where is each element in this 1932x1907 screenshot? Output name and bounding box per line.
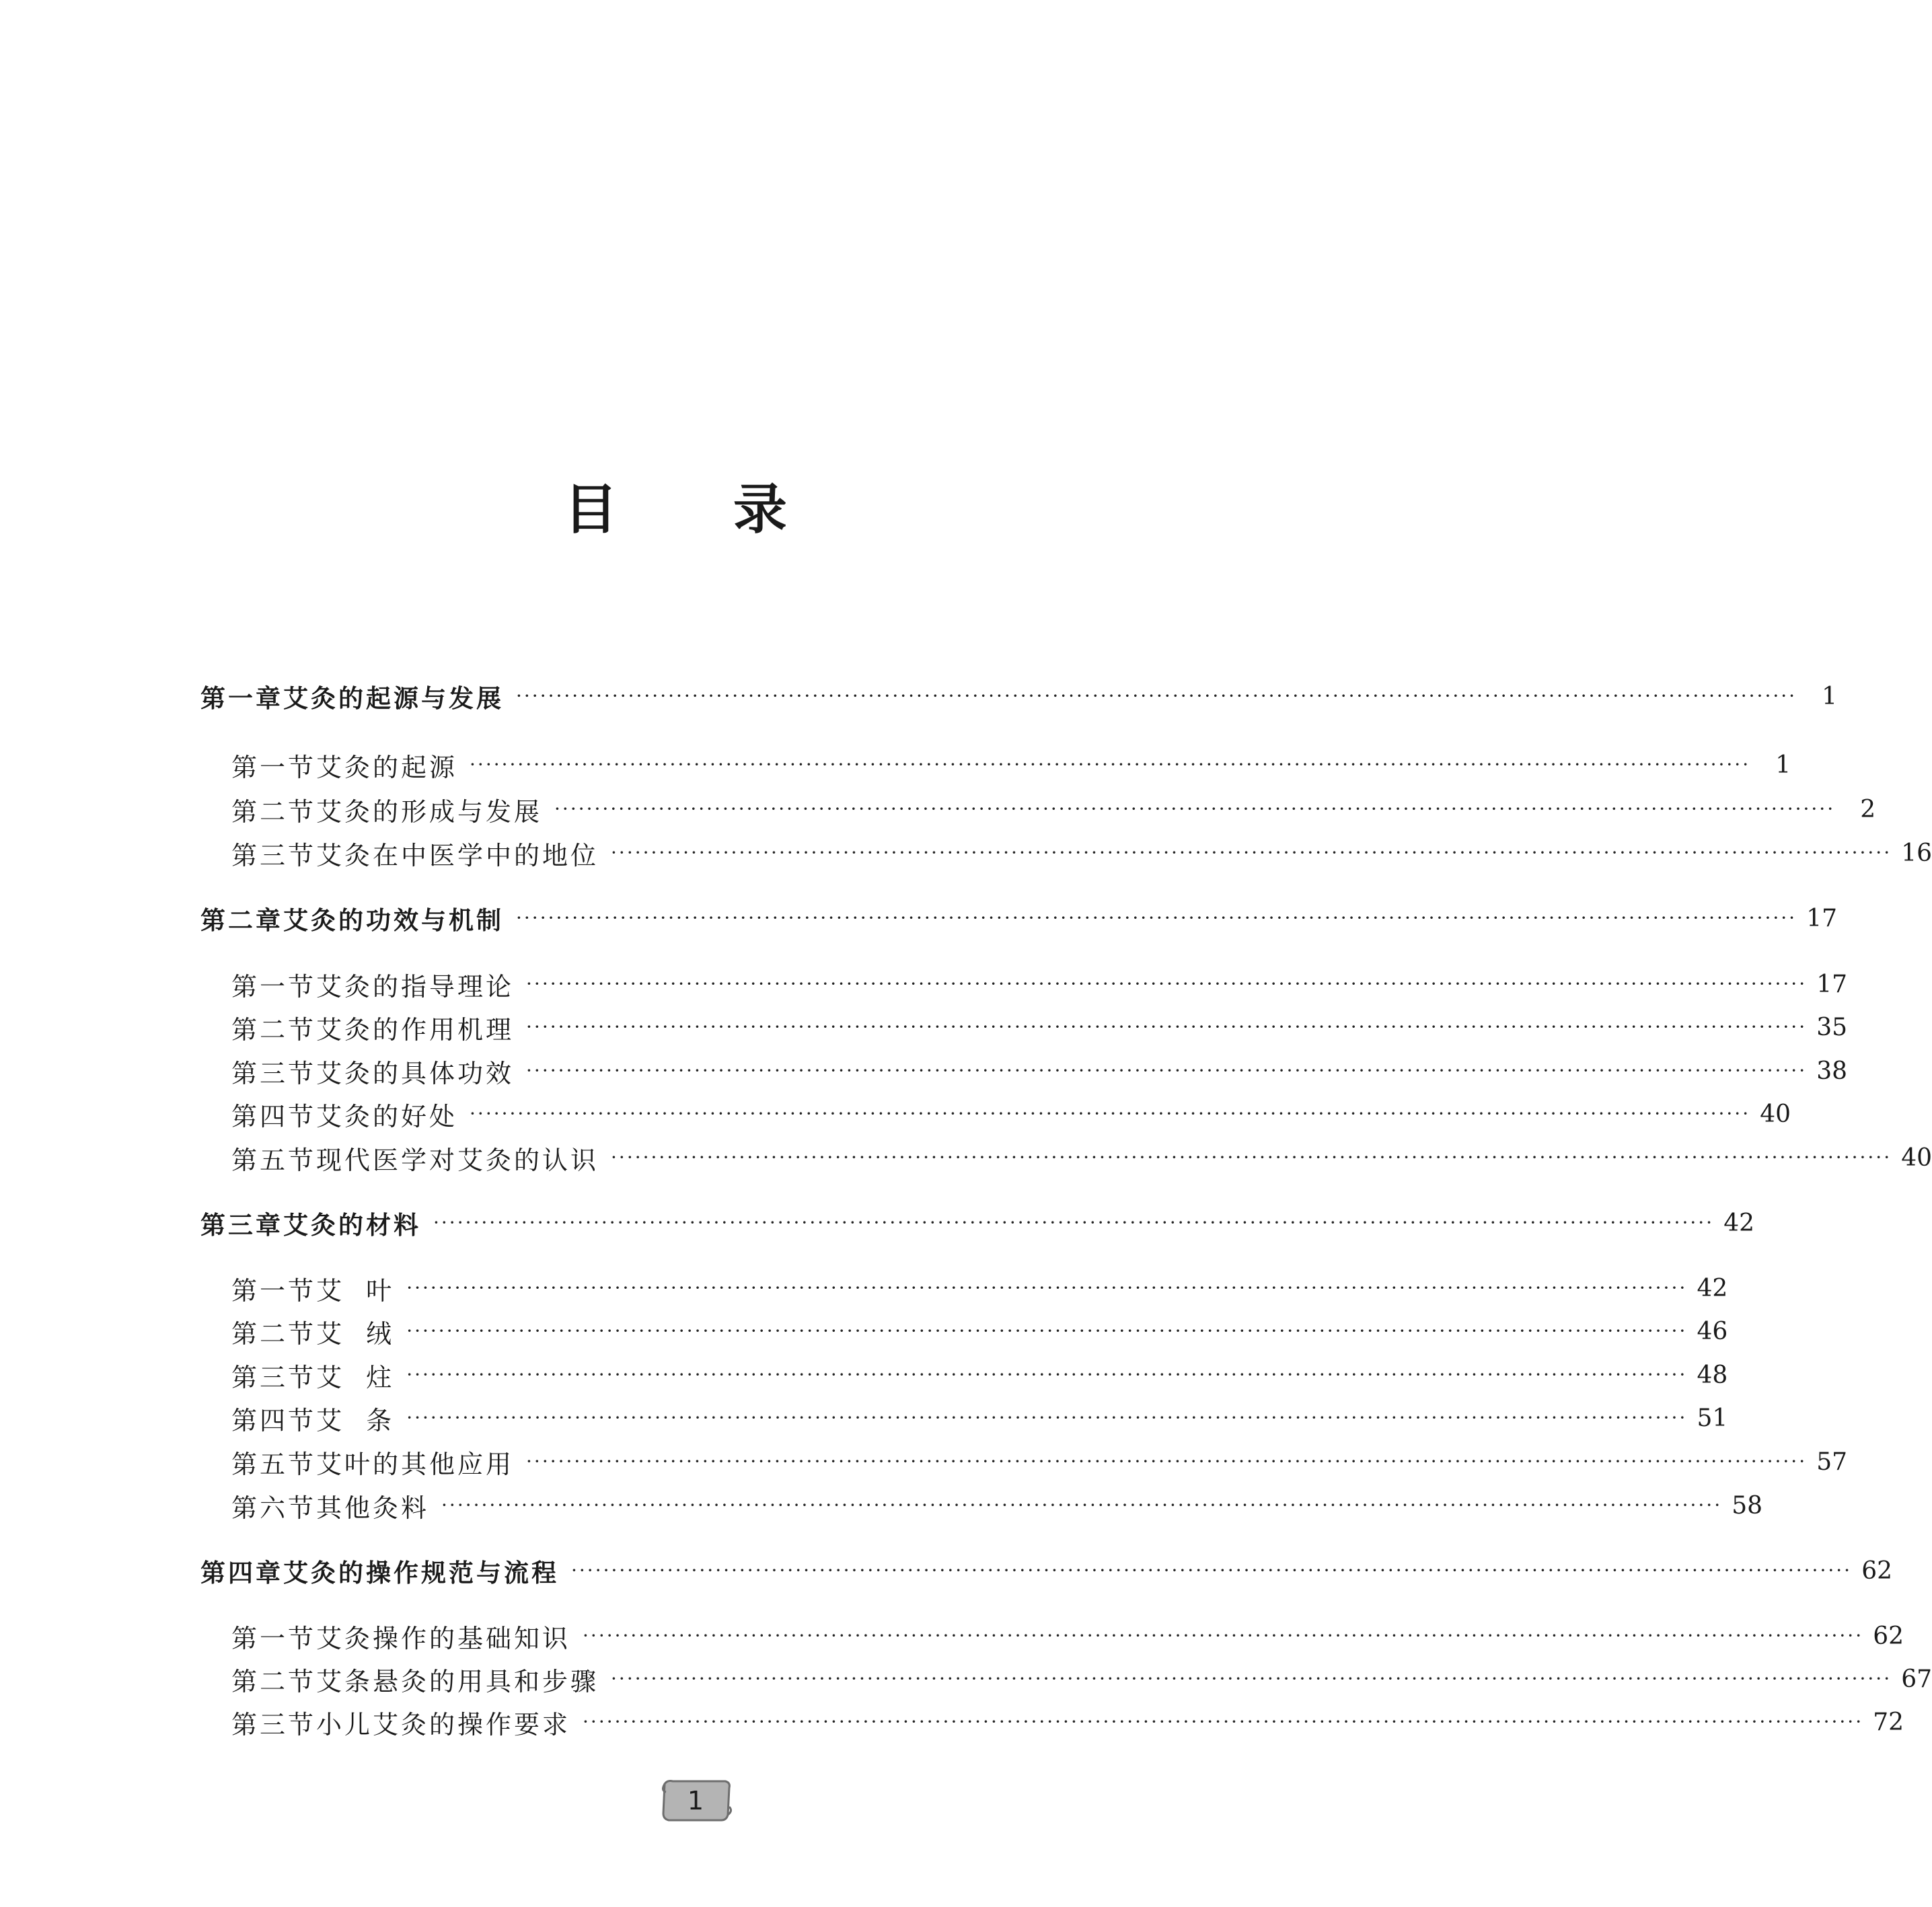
page-number: 1 [687,1786,704,1816]
leader-dots: ································································································································································ [526,1059,1808,1082]
section-title: 艾 炷 [316,1362,395,1392]
section-number: 第一节 [231,1623,317,1653]
page-reference: 1 [1822,682,1838,710]
section-title: 艾条悬灸的用具和步骤 [316,1666,599,1696]
toc-chapter-row [200,901,1838,935]
chapter-number: 第三章 [200,1211,283,1240]
page-title: 目 录 [564,478,835,541]
page-reference: 72 [1873,1708,1904,1736]
toc-section-row [200,1141,1932,1175]
leader-dots: ································································································································································ [406,1320,1688,1342]
section-number: 第四节 [231,1405,317,1435]
toc-chapter-row [200,1554,1893,1587]
section-title: 艾 叶 [316,1275,395,1306]
toc-section-row [200,1314,1728,1349]
page-reference: 58 [1732,1491,1763,1520]
section-title: 艾灸的指导理论 [316,971,515,1002]
page-reference: 2 [1860,795,1876,823]
page-reference: 46 [1697,1317,1728,1345]
section-title: 艾 条 [316,1405,395,1435]
leader-dots: ································································································································································ [470,753,1751,776]
toc-section-row [200,1489,1763,1523]
toc-section-row [200,1358,1728,1392]
leader-dots: ································································································································································ [583,1711,1864,1733]
section-title: 其他灸料 [316,1493,430,1523]
page-reference: 42 [1697,1274,1728,1302]
section-number: 第二节 [231,796,317,827]
leader-dots: ································································································································································ [571,1559,1853,1581]
page-number-badge [658,1777,733,1824]
leader-dots: ································································································································································ [611,1146,1892,1168]
section-number: 第三节 [231,840,317,870]
leader-dots: ································································································································································ [406,1363,1688,1386]
leader-dots: ································································································································································ [554,798,1836,820]
leader-dots: ································································································································································ [406,1407,1688,1429]
leader-dots: ································································································································································ [433,1211,1715,1234]
section-number: 第一节 [231,971,317,1002]
toc-section-row [200,1445,1848,1479]
section-title: 艾叶的其他应用 [316,1449,515,1479]
chapter-number: 第四章 [200,1559,283,1587]
leader-dots: ································································································································································ [526,973,1808,995]
section-number: 第二节 [231,1014,317,1045]
toc-section-row [200,1705,1904,1740]
page-reference: 51 [1697,1404,1728,1432]
leader-dots: ································································································································································ [526,1450,1808,1472]
toc-chapter-row [200,1206,1755,1240]
toc-section-row [200,1054,1848,1088]
section-title: 艾灸的形成与发展 [316,796,543,827]
page-reference: 42 [1723,1209,1755,1237]
toc-section-row [200,1097,1791,1131]
leader-dots: ································································································································································ [611,842,1892,864]
section-title: 艾灸的具体功效 [316,1058,515,1088]
leader-dots: ································································································································································ [583,1624,1864,1647]
page-reference: 48 [1697,1361,1728,1389]
toc-section-row [200,967,1848,1002]
page-reference: 17 [1816,970,1848,998]
page-reference: 40 [1760,1100,1791,1128]
chapter-number: 第二章 [200,906,283,935]
page-reference: 57 [1816,1448,1848,1476]
page-reference: 67 [1901,1665,1932,1693]
page-reference: 16 [1901,839,1932,867]
section-number: 第五节 [231,1145,317,1175]
section-title: 艾灸的作用机理 [316,1014,515,1045]
page-reference: 17 [1806,904,1838,932]
section-number: 第二节 [231,1666,317,1696]
section-title: 艾 绒 [316,1318,395,1349]
chapter-number: 第一章 [200,684,283,713]
toc-section-row [200,1662,1932,1696]
toc-section-row [200,748,1791,782]
toc-section-row [200,1010,1848,1045]
toc-section-row [200,1619,1904,1653]
chapter-title: 艾灸的材料 [283,1211,421,1240]
section-number: 第三节 [231,1362,317,1392]
section-title: 艾灸在中医学中的地位 [316,840,599,870]
section-number: 第三节 [231,1058,317,1088]
section-number: 第一节 [231,1275,317,1306]
toc-section-row [200,836,1932,870]
section-title: 小儿艾灸的操作要求 [316,1709,571,1740]
section-number: 第一节 [231,752,317,782]
section-number: 第六节 [231,1493,317,1523]
section-number: 第三节 [231,1709,317,1740]
leader-dots: ································································································································································ [516,685,1797,707]
toc-section-row [200,792,1876,827]
section-title: 现代医学对艾灸的认识 [316,1145,599,1175]
toc-chapter-row [200,679,1838,713]
section-title: 艾灸操作的基础知识 [316,1623,571,1653]
toc-section-row [200,1271,1728,1306]
leader-dots: ································································································································································ [611,1668,1892,1690]
chapter-title: 艾灸的操作规范与流程 [283,1559,559,1587]
section-title: 艾灸的起源 [316,752,458,782]
chapter-title: 艾灸的起源与发展 [283,684,504,713]
page-reference: 62 [1861,1557,1893,1585]
chapter-title: 艾灸的功效与机制 [283,906,504,935]
section-number: 第二节 [231,1318,317,1349]
toc-section-row [200,1401,1728,1435]
page-reference: 62 [1873,1622,1904,1650]
leader-dots: ································································································································································ [516,907,1797,929]
page-reference: 1 [1775,751,1791,779]
page-reference: 40 [1901,1144,1932,1172]
section-number: 第四节 [231,1101,317,1131]
leader-dots: ································································································································································ [470,1102,1751,1125]
leader-dots: ································································································································································ [441,1494,1723,1516]
section-number: 第五节 [231,1449,317,1479]
section-title: 艾灸的好处 [316,1101,458,1131]
leader-dots: ································································································································································ [526,1016,1808,1038]
page-reference: 35 [1816,1013,1848,1041]
page-reference: 38 [1816,1057,1848,1085]
leader-dots: ································································································································································ [406,1277,1688,1299]
